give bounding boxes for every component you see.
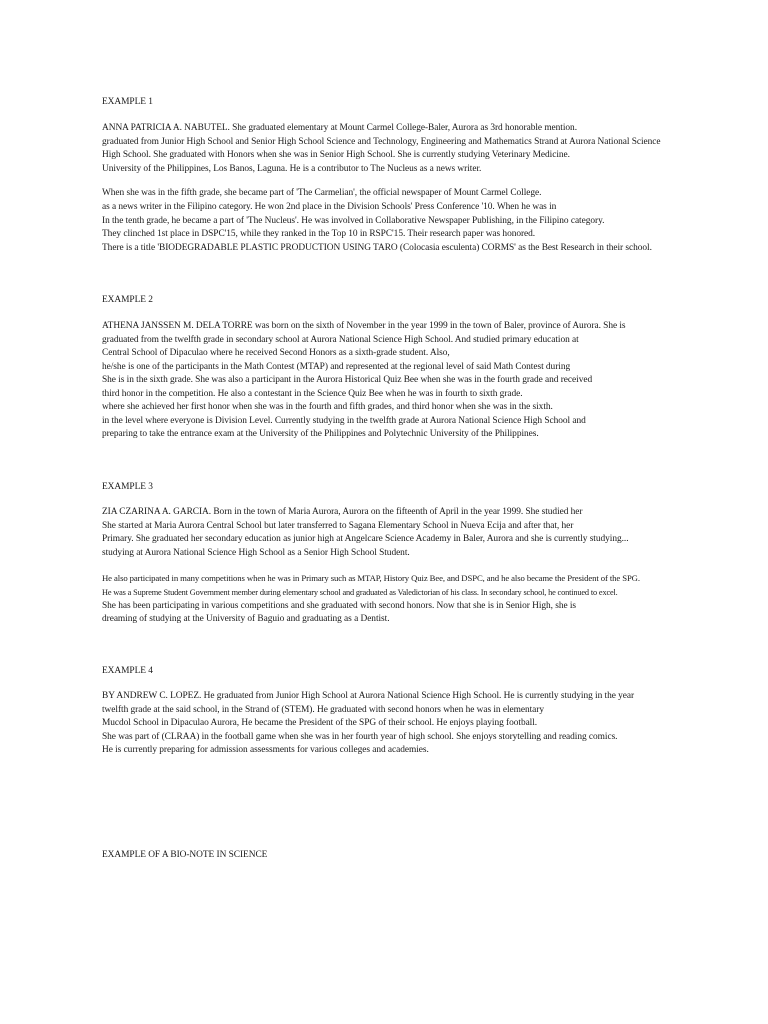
example-1-p2-line-4: They clinched 1st place in DSPC'15, while they ranked in the Top 10 in RSPC'15. Their research paper was honored. — [102, 229, 536, 239]
example-3-p1-line-1: ZIA CZARINA A. GARCIA. Born in the town of Maria Aurora, Aurora on the fifteenth of April in the year 1999. She studied her — [102, 507, 583, 517]
example-4-line-2: twelfth grade at the said school, in the Strand of (STEM). He graduated with second honors when he was in elementary — [102, 704, 544, 715]
bio-note-science-heading: EXAMPLE OF A BIO-NOTE IN SCIENCE — [102, 850, 268, 860]
example-2-line-3: Central School of Dipaculao where he received Second Honors as a sixth-grade student. Also, — [102, 348, 450, 358]
example-3-p1-line-3: Primary. She graduated her secondary education as junior high at Angelcare Science Academy in Baler, Aurora and she is currently studying... — [102, 534, 629, 544]
example-2-line-8: in the level where everyone is Division Level. Currently studying in the twelfth grade at Aurora National Science High School and — [102, 415, 586, 426]
example-1-p1-line-4: University of the Philippines, Los Banos, Laguna. He is a contributor to The Nucleus as a news writer. — [102, 163, 482, 174]
example-1-heading: EXAMPLE 1 — [102, 97, 153, 107]
example-3-p2-line-3: She has been participating in various competitions and she graduated with second honors. Now that she is in Senior High, she is — [102, 600, 577, 611]
example-3-p2-line-4: dreaming of studying at the University of Baguio and graduating as a Dentist. — [102, 614, 390, 624]
example-4-heading: EXAMPLE 4 — [102, 666, 153, 676]
example-3-p1-line-2: She started at Maria Aurora Central School but later transferred to Sagana Elementary School in Nueva Ecija and after that, her — [102, 520, 574, 531]
example-1-p1-line-3: High School. She graduated with Honors when she was in Senior High School. She is currently studying Veterinary Medicine. — [102, 150, 570, 160]
example-3-heading: EXAMPLE 3 — [102, 482, 153, 492]
example-3-p2-line-2: He was a Supreme Student Government member during elementary school and graduated as Valedictorian of his class. In secondary school, he continued to excel. — [102, 588, 618, 597]
example-1-p2-line-5: There is a title 'BIODEGRADABLE PLASTIC PRODUCTION USING TARO (Colocasia esculenta) CORMS' as the Best Research in their school. — [102, 242, 652, 253]
example-1-p1-line-2: graduated from Junior High School and Senior High School Science and Technology, Engineering and Mathematics Strand at Aurora National Science — [102, 136, 661, 147]
example-2-line-7: where she achieved her first honor when she was in the fourth and fifth grades, and third honor when she was in the sixth. — [102, 402, 553, 412]
example-1-p2-line-1: When she was in the fifth grade, she became part of 'The Carmelian', the official newspaper of Mount Carmel College. — [102, 188, 542, 198]
example-2-line-9: preparing to take the entrance exam at the University of the Philippines and Polytechnic University of the Philippines. — [102, 429, 539, 439]
example-2-line-2: graduated from the twelfth grade in secondary school at Aurora National Science High School. And studied primary education at — [102, 334, 579, 345]
example-2-line-6: third honor in the competition. He also a contestant in the Science Quiz Bee when he was in fourth to sixth grade. — [102, 388, 523, 399]
example-1-p1-line-1: ANNA PATRICIA A. NABUTEL. She graduated elementary at Mount Carmel College-Baler, Aurora as 3rd honorable mention. — [102, 123, 577, 133]
example-1-p2-line-2: as a news writer in the Filipino category. He won 2nd place in the Division Schools' Press Conference '10. When he was in — [102, 202, 557, 212]
example-4-line-5: He is currently preparing for admission assessments for various colleges and academies. — [102, 745, 429, 755]
example-3-p2-line-1: He also participated in many competitions when he was in Primary such as MTAP, History Quiz Bee, and DSPC, and he also became the President of the SPG. — [102, 573, 640, 583]
example-2-line-5: She is in the sixth grade. She was also a participant in the Aurora Historical Quiz Bee when she was in the fourth grade and received — [102, 375, 593, 385]
example-4-line-1: BY ANDREW C. LOPEZ. He graduated from Junior High School at Aurora National Science High School. He is currently studying in the year — [102, 691, 635, 701]
example-2-line-1: ATHENA JANSSEN M. DELA TORRE was born on the sixth of November in the year 1999 in the town of Baler, province of Aurora. She is — [102, 321, 626, 331]
example-2-heading: EXAMPLE 2 — [102, 295, 153, 305]
example-4-line-3: Mucdol School in Dipaculao Aurora, He became the President of the SPG of their school. He enjoys playing football. — [102, 718, 538, 728]
example-1-p2-line-3: In the tenth grade, he became a part of 'The Nucleus'. He was involved in Collaborative Newspaper Publishing, in the Filipino category. — [102, 215, 605, 226]
example-4-line-4: She was part of (CLRAA) in the football game when she was in her fourth year of high school. She enjoys storytelling and reading comics. — [102, 731, 618, 742]
example-3-p1-line-4: studying at Aurora National Science High School as a Senior High School Student. — [102, 547, 410, 558]
example-2-line-4: he/she is one of the participants in the Math Contest (MTAP) and represented at the regional level of said Math Contest during — [102, 361, 571, 372]
